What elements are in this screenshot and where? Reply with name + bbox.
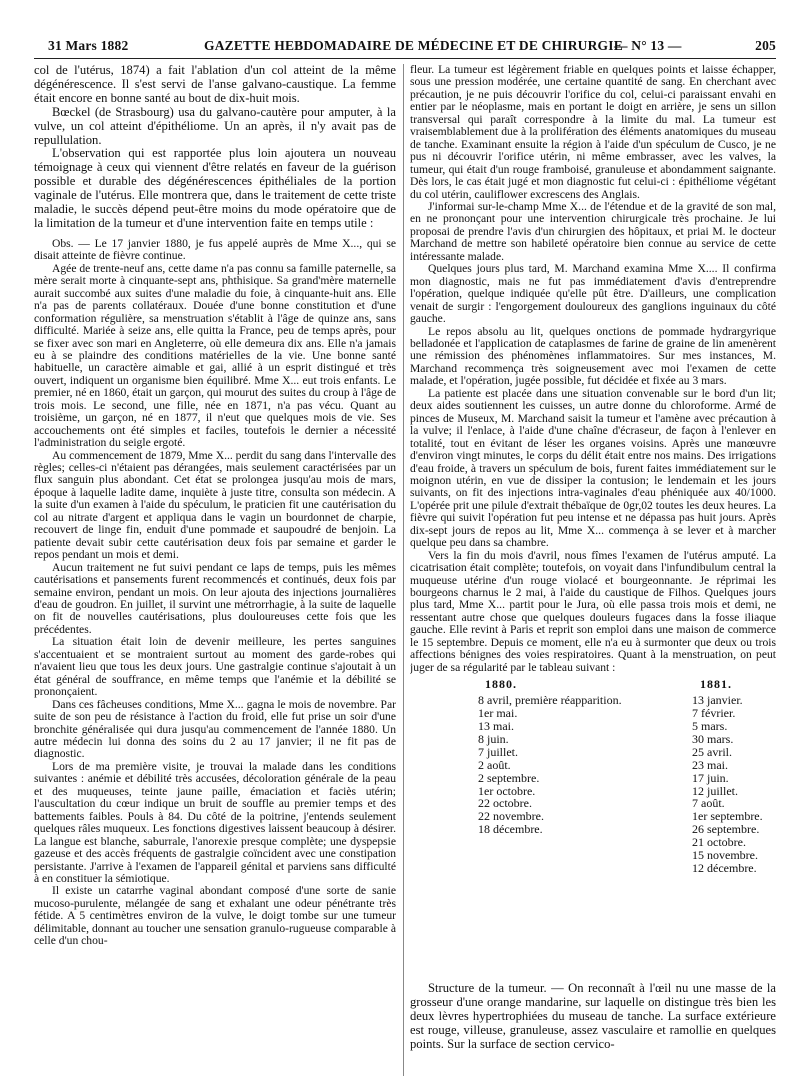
table-date-entry: 15 novembre.: [692, 848, 758, 863]
page: [34, 36, 776, 1076]
table-year-1880: 1880.: [485, 677, 517, 692]
table-date-entry: 17 juin.: [692, 770, 729, 785]
right-column: [410, 64, 776, 1076]
table-date-entry: 23 mai.: [692, 757, 728, 772]
observation-paragraph: Quelques jours plus tard, M. Marchand examina Mme X.... Il confirma mon diagnostic, mais ne fut pas immédiatement d'avis d'entreprendre l'opération, quelque indiquée qu'elle pût être. D'ailleurs, une complication venait de surgir : l'engorgement douloureux des ganglions inguinaux du côté gauche.: [410, 262, 776, 326]
table-date-entry: 2 septembre.: [478, 770, 540, 785]
observation-paragraph: Dans ces fâcheuses conditions, Mme X... gagna le mois de novembre. Par suite de son peu de résistance à l'action du froid, elle fut prise un soir d'une bronchite généralisée qui dura jusqu'au commencement de l'année 1880. Un autre médecin lui donna des soins du 2 au 17 janvier; il ne fit pas de diagnostic.: [34, 697, 396, 761]
table-date-entry: 7 février.: [692, 706, 736, 721]
table-date-entry: 25 avril.: [692, 744, 732, 759]
observation-paragraph: Il existe un catarrhe vaginal abondant composé d'une sorte de sanie mucoso-purulente, mélangée de sang et exhalant une odeur pénétrante très fétide. A 5 centimètres environ de la vulve, le doigt tombe sur une tumeur délimitable, donnant au toucher une sensation granulo-rugueuse comparable à celle d'un chou-: [34, 884, 396, 948]
table-date-entry: 2 août.: [478, 757, 511, 772]
table-date-entry: 13 janvier.: [692, 693, 743, 708]
intro-paragraph: col de l'utérus, 1874) a fait l'ablation d'un col atteint de la même dégénérescence. Il s'est servi de l'anse galvano-caustique. La femme était encore en bonne santé au bout de dix-huit mois.: [34, 64, 396, 105]
observation-paragraph: Au commencement de 1879, Mme X... perdit du sang dans l'intervalle des règles; celles-ci n'étaient pas dérangées, mais seulement caractérisées par un flux sanguin plus abondant. Cet état se prolongea jusqu'au mois de mars, époque à laquelle ladite dame, inquiète à juste titre, consulta son médecin. A la suite d'un examen à l'aide du spéculum, le praticien fit une cautérisation du col au nitrate d'argent et appliqua dans le vagin un bourdonnet de charpie, recouvert de linge fin, enduit d'une pommade et saupoudré de benjoin. La patiente devait subir cette cautérisation deux fois par semaine et garder le repos pendant un mois et demi.: [34, 448, 396, 562]
table-date-entry: 1er octobre.: [478, 783, 536, 798]
table-date-entry: 21 octobre.: [692, 835, 746, 850]
observation-paragraph: La patiente est placée dans une situation convenable sur le bord d'un lit; deux aides soutiennent les cuisses, un autre donne du chloroforme. Armé de pinces de Museux, M. Marchand saisit la tumeur et l'amène avec précaution à la vulve; il l'enlace, à l'aide d'une chaîne d'écraseur, de façon à l'enlever en totalité, tout en évitant de léser les organes voisins. Après une manœuvre d'environ vingt minutes, le corps du délit était entre nos mains. Des irrigations d'eau froide, à travers un spéculum de bois, furent faites immédiatement sur le moignon utérin, en vue de dissiper la contusion; le lendemain et les jours suivants, on fit des injections intra-vaginales d'eau phéniquée aux 40/1000. L'opérée prit une pilule d'extrait thébaïque de 0gr,02 toutes les deux heures. La fièvre qui suivit l'opération fut peu intense et ne dépassa pas huit jours. Après dix-sept jours de repos au lit, Mme X... commença à se lever et à marcher quelque peu dans sa chambre.: [410, 386, 776, 550]
dates-1880-list: [478, 694, 622, 836]
article-body: [34, 64, 776, 1076]
observation-paragraph: Lors de ma première visite, je trouvai la malade dans les conditions suivantes : anémie et débilité très accusées, décoloration générale de la peau et des muqueuses, teinte jaune paille, émaciation et faciès utérin; l'auscultation du cœur indique un bruit de souffle au premier temps et des battements faibles. Pouls à 84. Du côté de la poitrine, j'entends seulement quelques râles muqueux. Les fonctions digestives laissent beaucoup à désirer. La langue est blanche, saburrale, l'anorexie presque complète; une dyspepsie gazeuse et des accès fréquents de gastralgie coïncident avec une constipation persistante. J'arrive à l'examen de l'appareil génital et parviens sans difficulté à en constituer la sémiotique.: [34, 759, 396, 885]
table-date-entry: 12 juillet.: [692, 783, 738, 798]
menstruation-table: [410, 678, 776, 978]
observation-paragraph: fleur. La tumeur est légèrement friable en quelques points et laisse échapper, sous une pression modérée, une certaine quantité de sang. En cherchant avec précaution, je ne puis découvrir l'orifice du col, celui-ci paraissant envahi en entier par le néoplasme, mais en portant le doigt en arrière, je sens un sillon transversal qui paraît correspondre à la limite du mal. La tumeur est vraisemblablement due à la prolifération des éléments anatomiques du museau de tanche. Examinant ensuite la région à l'aide d'un spéculum de Cusco, je ne pus ni découvrir l'orifice utérin, ni même embrasser, avec les valves, la tumeur, qui était d'un rouge framboisé, granuleuse et abondamment saignante. Dès lors, le cas était jugé et mon diagnostic fut celui-ci : épithéliome végétant du col utérin, cauliflower excrescens des Anglais.: [410, 64, 776, 201]
table-date-entry: 7 août.: [692, 796, 725, 811]
table-date-entry: 1er mai.: [478, 706, 518, 721]
table-date-entry: 12 décembre.: [692, 860, 757, 875]
intro-paragraph: Bœckel (de Strasbourg) usa du galvano-cautère pour amputer, à la vulve, un col atteint d'épithéliome. Un an après, il n'y avait pas de repullulation.: [34, 104, 396, 147]
observation-paragraph: J'informai sur-le-champ Mme X... de l'étendue et de la gravité de son mal, en ne prononçant pour une intervention chirurgicale très prochaine. Je lui proposai de prendre l'avis d'un chirurgien des hôpitaux, et priai M. le docteur Marchand de mettre son habileté opératoire bien connue au service de cette intéressante malade.: [410, 199, 776, 263]
table-date-entry: 18 décembre.: [478, 822, 543, 837]
table-date-entry: 22 novembre.: [478, 809, 544, 824]
table-date-entry: 8 avril, première réapparition.: [478, 693, 622, 708]
table-date-entry: 5 mars.: [692, 719, 728, 734]
observation-heading: Obs. — Le 17 janvier 1880, je fus appelé auprès de Mme X..., qui se disait atteinte de fièvre continue.: [34, 236, 396, 263]
observation-paragraph: Aucun traitement ne fut suivi pendant ce laps de temps, puis les mêmes cautérisations et pansements furent recommencés et continués, deux fois par semaine environ, pendant un mois. On leur ajouta des injections journalières d'eau de goudron. En juillet, il survint une métrorrhagie, à la suite de laquelle on fit de nouvelles cautérisations, plus douloureuses cette fois que les précédentes.: [34, 560, 396, 636]
header-issue-number: — N° 13 —: [614, 38, 682, 53]
table-date-entry: 26 septembre.: [692, 822, 760, 837]
running-header: [34, 36, 776, 59]
table-date-entry: 13 mai.: [478, 719, 514, 734]
observation-paragraph: La situation était loin de devenir meilleure, les pertes sanguines s'accentuaient et se montraient surtout au moment des garde-robes qui n'avaient lieu que tous les deux jours. Une gastralgie continue s'ajoutait à un état général de souffrance, en même temps que l'anémie et la débilité se prononçaient.: [34, 635, 396, 699]
observation-paragraph: Vers la fin du mois d'avril, nous fîmes l'examen de l'utérus amputé. La cicatrisation était complète; toutefois, on voyait dans l'infundibulum central la muqueuse utérine d'un rouge violacé et bourgeonnante. Je réprimai les bourgeons charnus le 2 mai, à l'aide du caustique de Filhos. Quelques jours plus tard, Mme X... partit pour le Jura, où elle passa trois mois et demi, ne ressentant autre chose que quelques douleurs fugaces dans la fosse iliaque gauche. Elle revint à Paris et reprit son emploi dans une maison de commerce le 15 septembre. Depuis ce moment, elle n'a eu à surmonter que deux ou trois affections bénignes des voies respiratoires. Quant à la menstruation, on peut juger de sa régularité par le tableau suivant :: [410, 548, 776, 674]
observation-paragraph: Agée de trente-neuf ans, cette dame n'a pas connu sa famille paternelle, sa mère serait morte à cinquante-sept ans, phthisique. Sa grand'mère maternelle aurait succombé aux suites d'une maladie du foie, à cinquante-huit ans. Elle n'a pas de parents collatéraux. Douée d'une bonne constitution et d'une conformation régulière, sa menstruation s'établit à l'âge de quinze ans, sans difficulté. Mariée à seize ans, elle quitta la France, peu de temps après, pour se fixer avec son mari en Angleterre, où elle demeura dix ans. Elle n'a jamais eu à se plaindre des conditions matérielles de la vie. Une bonne santé habituelle, un caractère aimable et gai, allié à un esprit distingué et très ouvert, indiquent un organisme bien équilibré. Mme X... eut trois enfants. Le premier, né en 1860, était un garçon, qui mourut des suites du croup à l'âge de trois mois. Le second, une fille, née en 1871, n'a pas vécu. Quant au troisième, un garçon, né en 1877, il n'eut que quelques mois de vie. Ses accouchements ont été simples et faciles, toutefois le dernier a nécessité l'administration du seigle ergoté.: [34, 261, 396, 450]
observation-paragraph: Le repos absolu au lit, quelques onctions de pommade hydrargyrique belladonée et l'application de cataplasmes de farine de graine de lin amenèrent une rémission des phénomènes inflammatoires. Sur mes instances, M. Marchand recommença très soigneusement avec moi l'examen de cette malade, et l'opération, jugée possible, fut décidée et fixée au 3 mars.: [410, 324, 776, 388]
table-year-1881: 1881.: [700, 677, 732, 692]
table-date-entry: 22 octobre.: [478, 796, 532, 811]
table-date-entry: 8 juin.: [478, 731, 509, 746]
intro-paragraph: L'observation qui est rapportée plus loin ajoutera un nouveau témoignage à ceux qui viennent d'être relatés en faveur de la guérison possible et durable des dégénérescences épithéliales de la portion vaginale de l'utérus. Elle montrera que, dans le traitement de cette triste maladie, le succès dépend peut-être moins du mode opératoire que de la limitation de la tumeur et d'une intervention faite en temps utile :: [34, 146, 396, 230]
column-rule: [403, 64, 404, 1076]
left-column: [34, 64, 396, 1076]
dates-1881-list: [692, 694, 763, 875]
table-date-entry: 30 mars.: [692, 731, 734, 746]
header-journal-title: GAZETTE HEBDOMADAIRE DE MÉDECINE ET DE CHIRURGIE: [204, 38, 623, 53]
header-date: 31 Mars 1882: [48, 38, 129, 53]
table-date-entry: 1er septembre.: [692, 809, 763, 824]
tumor-structure-paragraph: Structure de la tumeur. — On reconnaît à l'œil nu une masse de la grosseur d'une orange mandarine, sur laquelle on distingue très bien les deux lèvres hypertrophiées du museau de tanche. La surface extérieure est rouge, villeuse, granuleuse, assez vasculaire et ramollie en quelques points. Sur la surface de section cervico-: [410, 981, 776, 1051]
table-date-entry: 7 juillet.: [478, 744, 518, 759]
header-page-number: 205: [755, 38, 776, 53]
